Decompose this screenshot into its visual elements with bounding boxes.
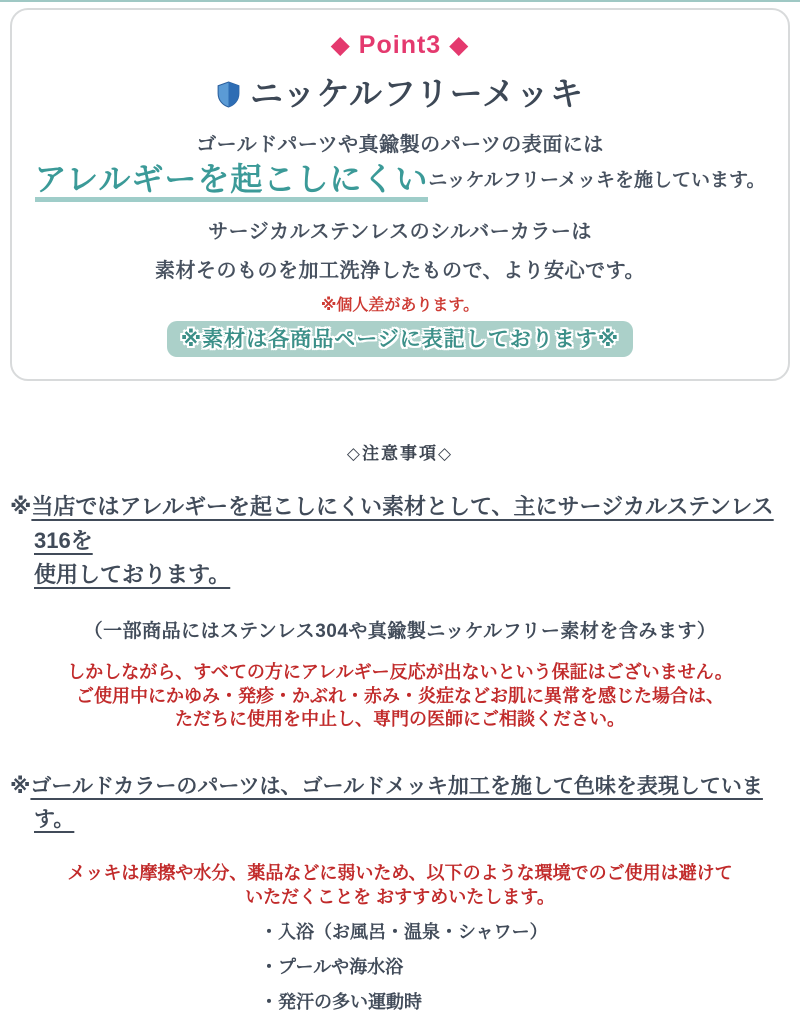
cautions-section	[0, 439, 800, 1013]
avoid-list	[0, 923, 800, 1012]
allergy-rest-text: ニッケルフリーメッキを施しています。	[428, 170, 766, 191]
gold-note-text: ゴールドカラーのパーツは、ゴールドメッキ加工を施して色味を表現しています。	[30, 775, 763, 831]
allergy-highlight-text: アレルギーを起こしにくい	[35, 163, 429, 202]
shield-icon	[216, 78, 241, 105]
panel-heading	[22, 68, 778, 115]
plating-warning	[0, 861, 800, 910]
silver-line-1: サージカルステンレスのシルバーカラーは	[208, 221, 592, 243]
allergy-line	[22, 163, 778, 202]
reference-mark: ※	[10, 494, 32, 519]
point3-panel	[10, 8, 790, 381]
intro-line: ゴールドパーツや真鍮製のパーツの表面には	[196, 134, 604, 156]
plating-warning-line: いただくことを おすすめいたします。	[245, 886, 555, 907]
gold-note	[10, 771, 794, 836]
panel-heading-text: ニッケルフリーメッキ	[249, 75, 585, 112]
avoid-list-item: ・プールや海水浴	[260, 956, 404, 977]
sub-note: （一部商品にはステンレス304や真鍮製ニッケルフリー素材を含みます）	[83, 621, 717, 643]
material-note-line2: 使用しております。	[34, 562, 231, 588]
top-divider	[0, 0, 800, 2]
avoid-list-item: ・発汗の多い運動時	[260, 991, 422, 1012]
allergy-warning-line: しかしながら、すべての方にアレルギー反応が出ないという保証はございません。	[67, 662, 733, 683]
cautions-title: ◇注意事項◇	[346, 444, 454, 463]
silver-line-2: 素材そのものを加工洗浄したもので、より安心です。	[155, 260, 645, 282]
allergy-warning	[0, 661, 800, 731]
reference-mark: ※	[10, 775, 31, 799]
allergy-warning-line: ただちに使用を中止し、専門の医師にご相談ください。	[175, 709, 625, 730]
plating-warning-line: メッキは摩擦や水分、薬品などに弱いため、以下のような環境でのご使用は避けて	[67, 862, 733, 883]
material-badge: ※素材は各商品ページに表記しております※	[167, 321, 633, 357]
allergy-warning-line: ご使用中にかゆみ・発疹・かぶれ・赤み・炎症などお肌に異常を感じた場合は、	[76, 685, 724, 706]
point-label: ◆ Point3 ◆	[330, 31, 470, 59]
individual-difference-note: ※個人差があります。	[320, 297, 480, 314]
material-note	[10, 490, 794, 592]
material-note-line1: 当店ではアレルギーを起こしにくい素材として、主にサージカルステンレス316を	[31, 494, 774, 554]
avoid-list-item: ・入浴（お風呂・温泉・シャワー）	[260, 922, 548, 943]
